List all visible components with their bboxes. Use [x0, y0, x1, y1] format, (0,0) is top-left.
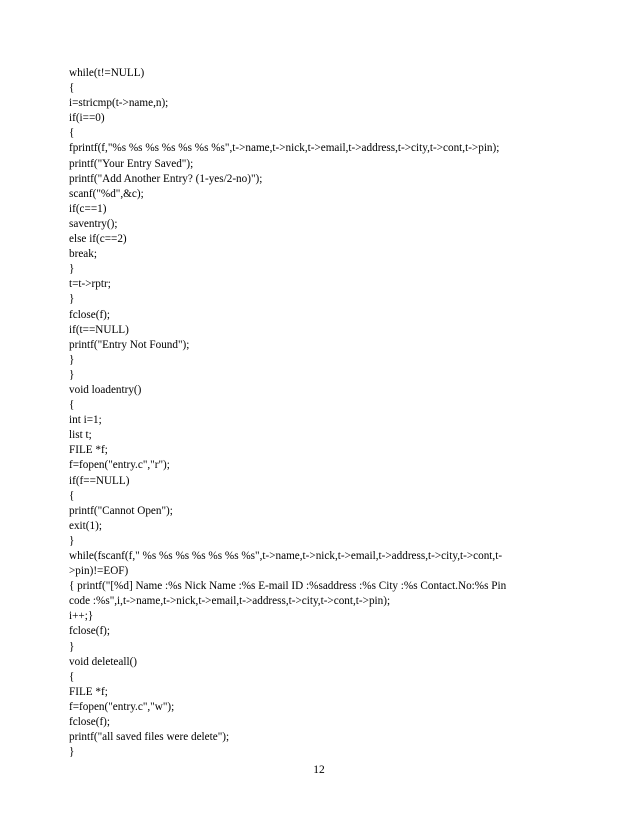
- page-number: 12: [313, 764, 325, 776]
- code-line: f=fopen("entry.c","w");: [69, 700, 175, 713]
- code-line: {: [69, 127, 75, 140]
- code-line: if(c==1): [69, 202, 107, 215]
- code-line: void loadentry(): [69, 383, 142, 396]
- code-line: while(fscanf(f," %s %s %s %s %s %s %s",t->name,t->nick,t->email,t->address,t->city,t->cont,t-: [69, 550, 503, 562]
- code-line: }: [69, 368, 75, 381]
- code-line: i=stricmp(t->name,n);: [69, 97, 169, 110]
- code-line: FILE *f;: [69, 685, 108, 698]
- code-line: while(t!=NULL): [69, 67, 145, 79]
- code-line: if(i==0): [69, 112, 105, 125]
- code-line: {: [69, 670, 75, 683]
- code-line: }: [69, 353, 75, 366]
- code-line: }: [69, 640, 75, 653]
- code-line: printf("Cannot Open");: [69, 504, 173, 517]
- code-line: printf("Entry Not Found");: [69, 338, 190, 351]
- code-line: break;: [69, 248, 97, 261]
- code-line: void deleteall(): [69, 655, 138, 668]
- code-line: i++;}: [69, 610, 94, 623]
- code-line: else if(c==2): [69, 233, 127, 246]
- code-line: { printf("[%d] Name :%s Nick Name :%s E-mail ID :%saddress :%s City :%s Contact.No:%s Pin: [69, 580, 507, 593]
- code-line: if(t==NULL): [69, 323, 129, 336]
- code-line: f=fopen("entry.c","r");: [69, 459, 170, 472]
- code-listing: [69, 66, 549, 760]
- code-line: scanf("%d",&c);: [69, 187, 144, 200]
- code-line: fclose(f);: [69, 308, 110, 321]
- code-line: printf("all saved files were delete");: [69, 731, 230, 744]
- code-line: list t;: [69, 429, 92, 442]
- code-line: {: [69, 399, 75, 412]
- code-line: }: [69, 293, 75, 306]
- code-line: saventry();: [69, 217, 118, 230]
- code-line: t=t->rptr;: [69, 278, 111, 291]
- code-line: if(f==NULL): [69, 474, 130, 487]
- code-line: }: [69, 534, 75, 547]
- code-line: printf("Add Another Entry? (1-yes/2-no)");: [69, 172, 263, 185]
- code-line: }: [69, 746, 75, 759]
- code-line: >pin)!=EOF): [69, 565, 129, 578]
- code-line: FILE *f;: [69, 444, 108, 457]
- code-line: fprintf(f,"%s %s %s %s %s %s %s",t->name,t->nick,t->email,t->address,t->city,t->cont,t->pin);: [69, 142, 500, 155]
- code-line: exit(1);: [69, 519, 102, 532]
- code-line: fclose(f);: [69, 625, 110, 638]
- code-line: {: [69, 82, 75, 95]
- code-line: {: [69, 489, 75, 502]
- code-line: fclose(f);: [69, 716, 110, 729]
- code-line: int i=1;: [69, 414, 102, 427]
- code-line: printf("Your Entry Saved");: [69, 157, 194, 170]
- code-line: code :%s",i,t->name,t->nick,t->email,t->address,t->city,t->cont,t->pin);: [69, 595, 391, 608]
- code-line: }: [69, 263, 75, 276]
